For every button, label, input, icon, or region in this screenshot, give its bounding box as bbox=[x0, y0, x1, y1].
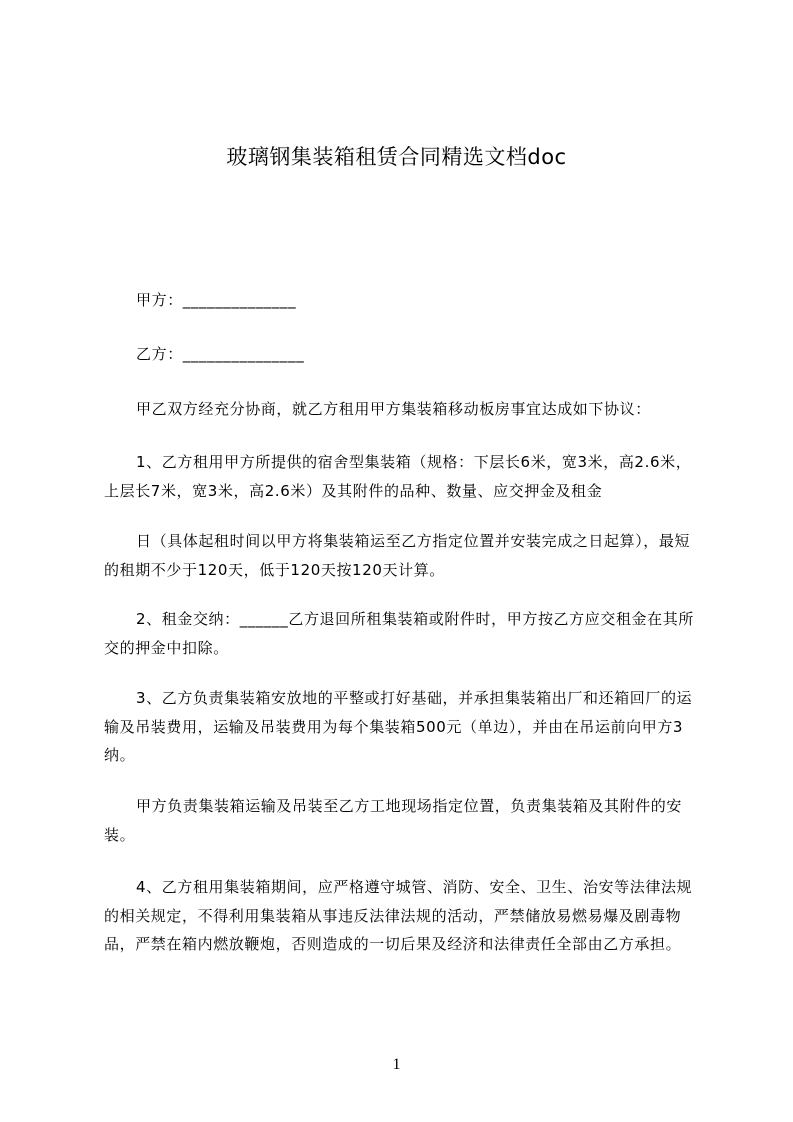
clause-1-paragraph: 1、乙方租用甲方所提供的宿舍型集装箱（规格：下层长6米，宽3米，高2.6米，上层长7米，宽3米，高2.6米）及其附件的品种、数量、应交押金及租金 bbox=[104, 453, 692, 500]
clause-3-continuation: 甲方负责集装箱运输及吊装至乙方工地现场指定位置，负责集装箱及其附件的安装。 bbox=[104, 797, 683, 844]
clause-1-continuation: 日（具体起租时间以甲方将集装箱运至乙方指定位置并安装完成之日起算），最短的租期不少于120天，低于120天按120天计算。 bbox=[104, 532, 691, 579]
clause-2-paragraph: 2、租金交纳：______乙方退回所租集装箱或附件时，甲方按乙方应交租金在其所交的押金中扣除。 bbox=[104, 610, 694, 657]
party-a-line: 甲方：______________ bbox=[136, 291, 297, 309]
intro-paragraph: 甲乙双方经充分协商，就乙方租用甲方集装箱移动板房事宜达成如下协议： bbox=[136, 400, 651, 418]
clause-4-paragraph: 4、乙方租用集装箱期间，应严格遵守城管、消防、安全、卫生、治安等法律法规的相关规定，不得利用集装箱从事违反法律法规的活动，严禁储放易燃易爆及剧毒物品，严禁在箱内燃放鞭炮，否则造成的一切后果及经济和法律责任全部由乙方承担。 bbox=[104, 878, 693, 953]
document-title: 玻璃钢集装箱租赁合同精选文档doc bbox=[226, 145, 567, 169]
page-number: 1 bbox=[392, 1056, 401, 1073]
clause-3-paragraph: 3、乙方负责集装箱安放地的平整或打好基础，并承担集装箱出厂和还箱回厂的运输及吊装费用，运输及吊装费用为每个集装箱500元（单边），并由在吊运前向甲方3纳。 bbox=[104, 689, 693, 764]
party-b-line: 乙方：_______________ bbox=[136, 345, 305, 363]
